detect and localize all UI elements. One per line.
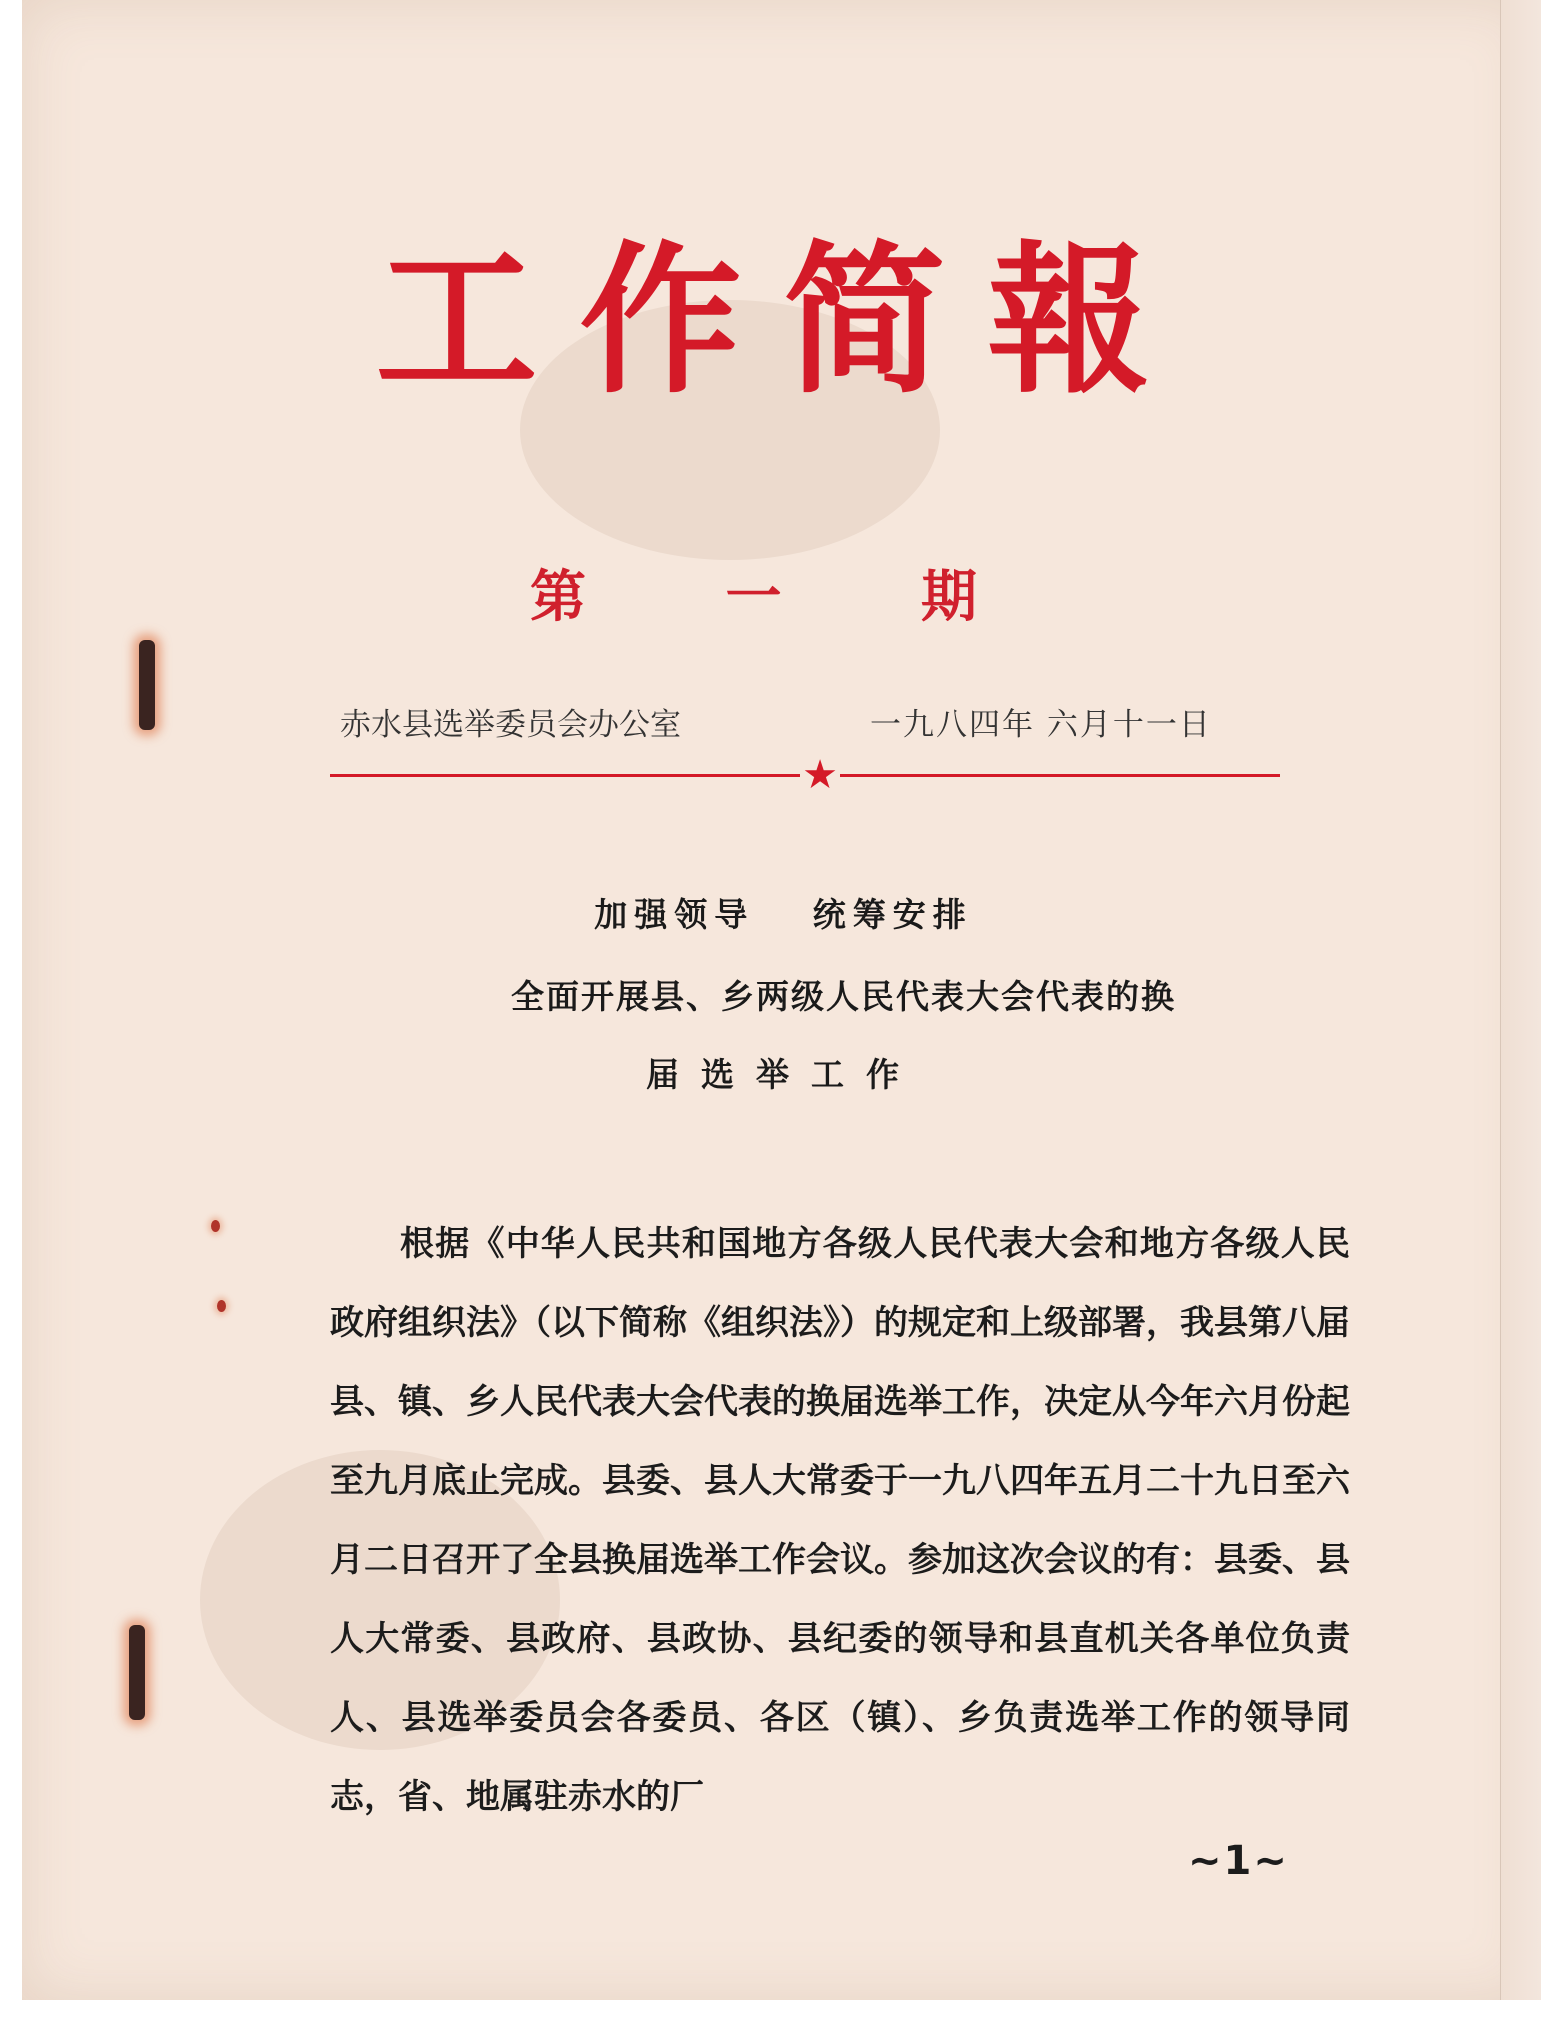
publisher-office: 赤水县选举委员会办公室	[340, 707, 681, 743]
issue-number: 第 一 期	[530, 565, 1037, 630]
divider-line-right	[840, 774, 1280, 777]
publication-date: 一九八四年 六月十一日	[870, 707, 1212, 743]
article-body	[330, 1205, 1350, 1837]
headline-line-1: 加强领导 统筹安排	[594, 895, 973, 934]
headline-line-2: 全面开展县、乡两级人民代表大会代表的换	[511, 977, 1176, 1016]
binding-hole	[129, 1625, 145, 1720]
masthead-title: 工作简報	[375, 226, 1192, 416]
page-number: ~1~	[1188, 1838, 1289, 1884]
headline-line-3: 届选举工作	[646, 1055, 921, 1094]
star-icon: ★	[802, 752, 838, 798]
divider-line-left	[330, 774, 800, 777]
binding-hole	[139, 640, 155, 730]
body-paragraph: 根据《中华人民共和国地方各级人民代表大会和地方各级人民政府组织法》（以下简称《组织法》）的规定和上级部署，我县第八届县、镇、乡人民代表大会代表的换届选举工作，决定从今年六月份起至九月底止完成。县委、县人大常委于一九八四年五月二十九日至六月二日召开了全县换届选举工作会议。参加这次会议的有：县委、县人大常委、县政府、县政协、县纪委的领导和县直机关各单位负责人、县选举委员会各委员、各区（镇）、乡负责选举工作的领导同志，省、地属驻赤水的厂	[330, 1224, 1350, 1817]
binding-mark	[211, 1220, 220, 1232]
binding-mark	[217, 1300, 226, 1312]
